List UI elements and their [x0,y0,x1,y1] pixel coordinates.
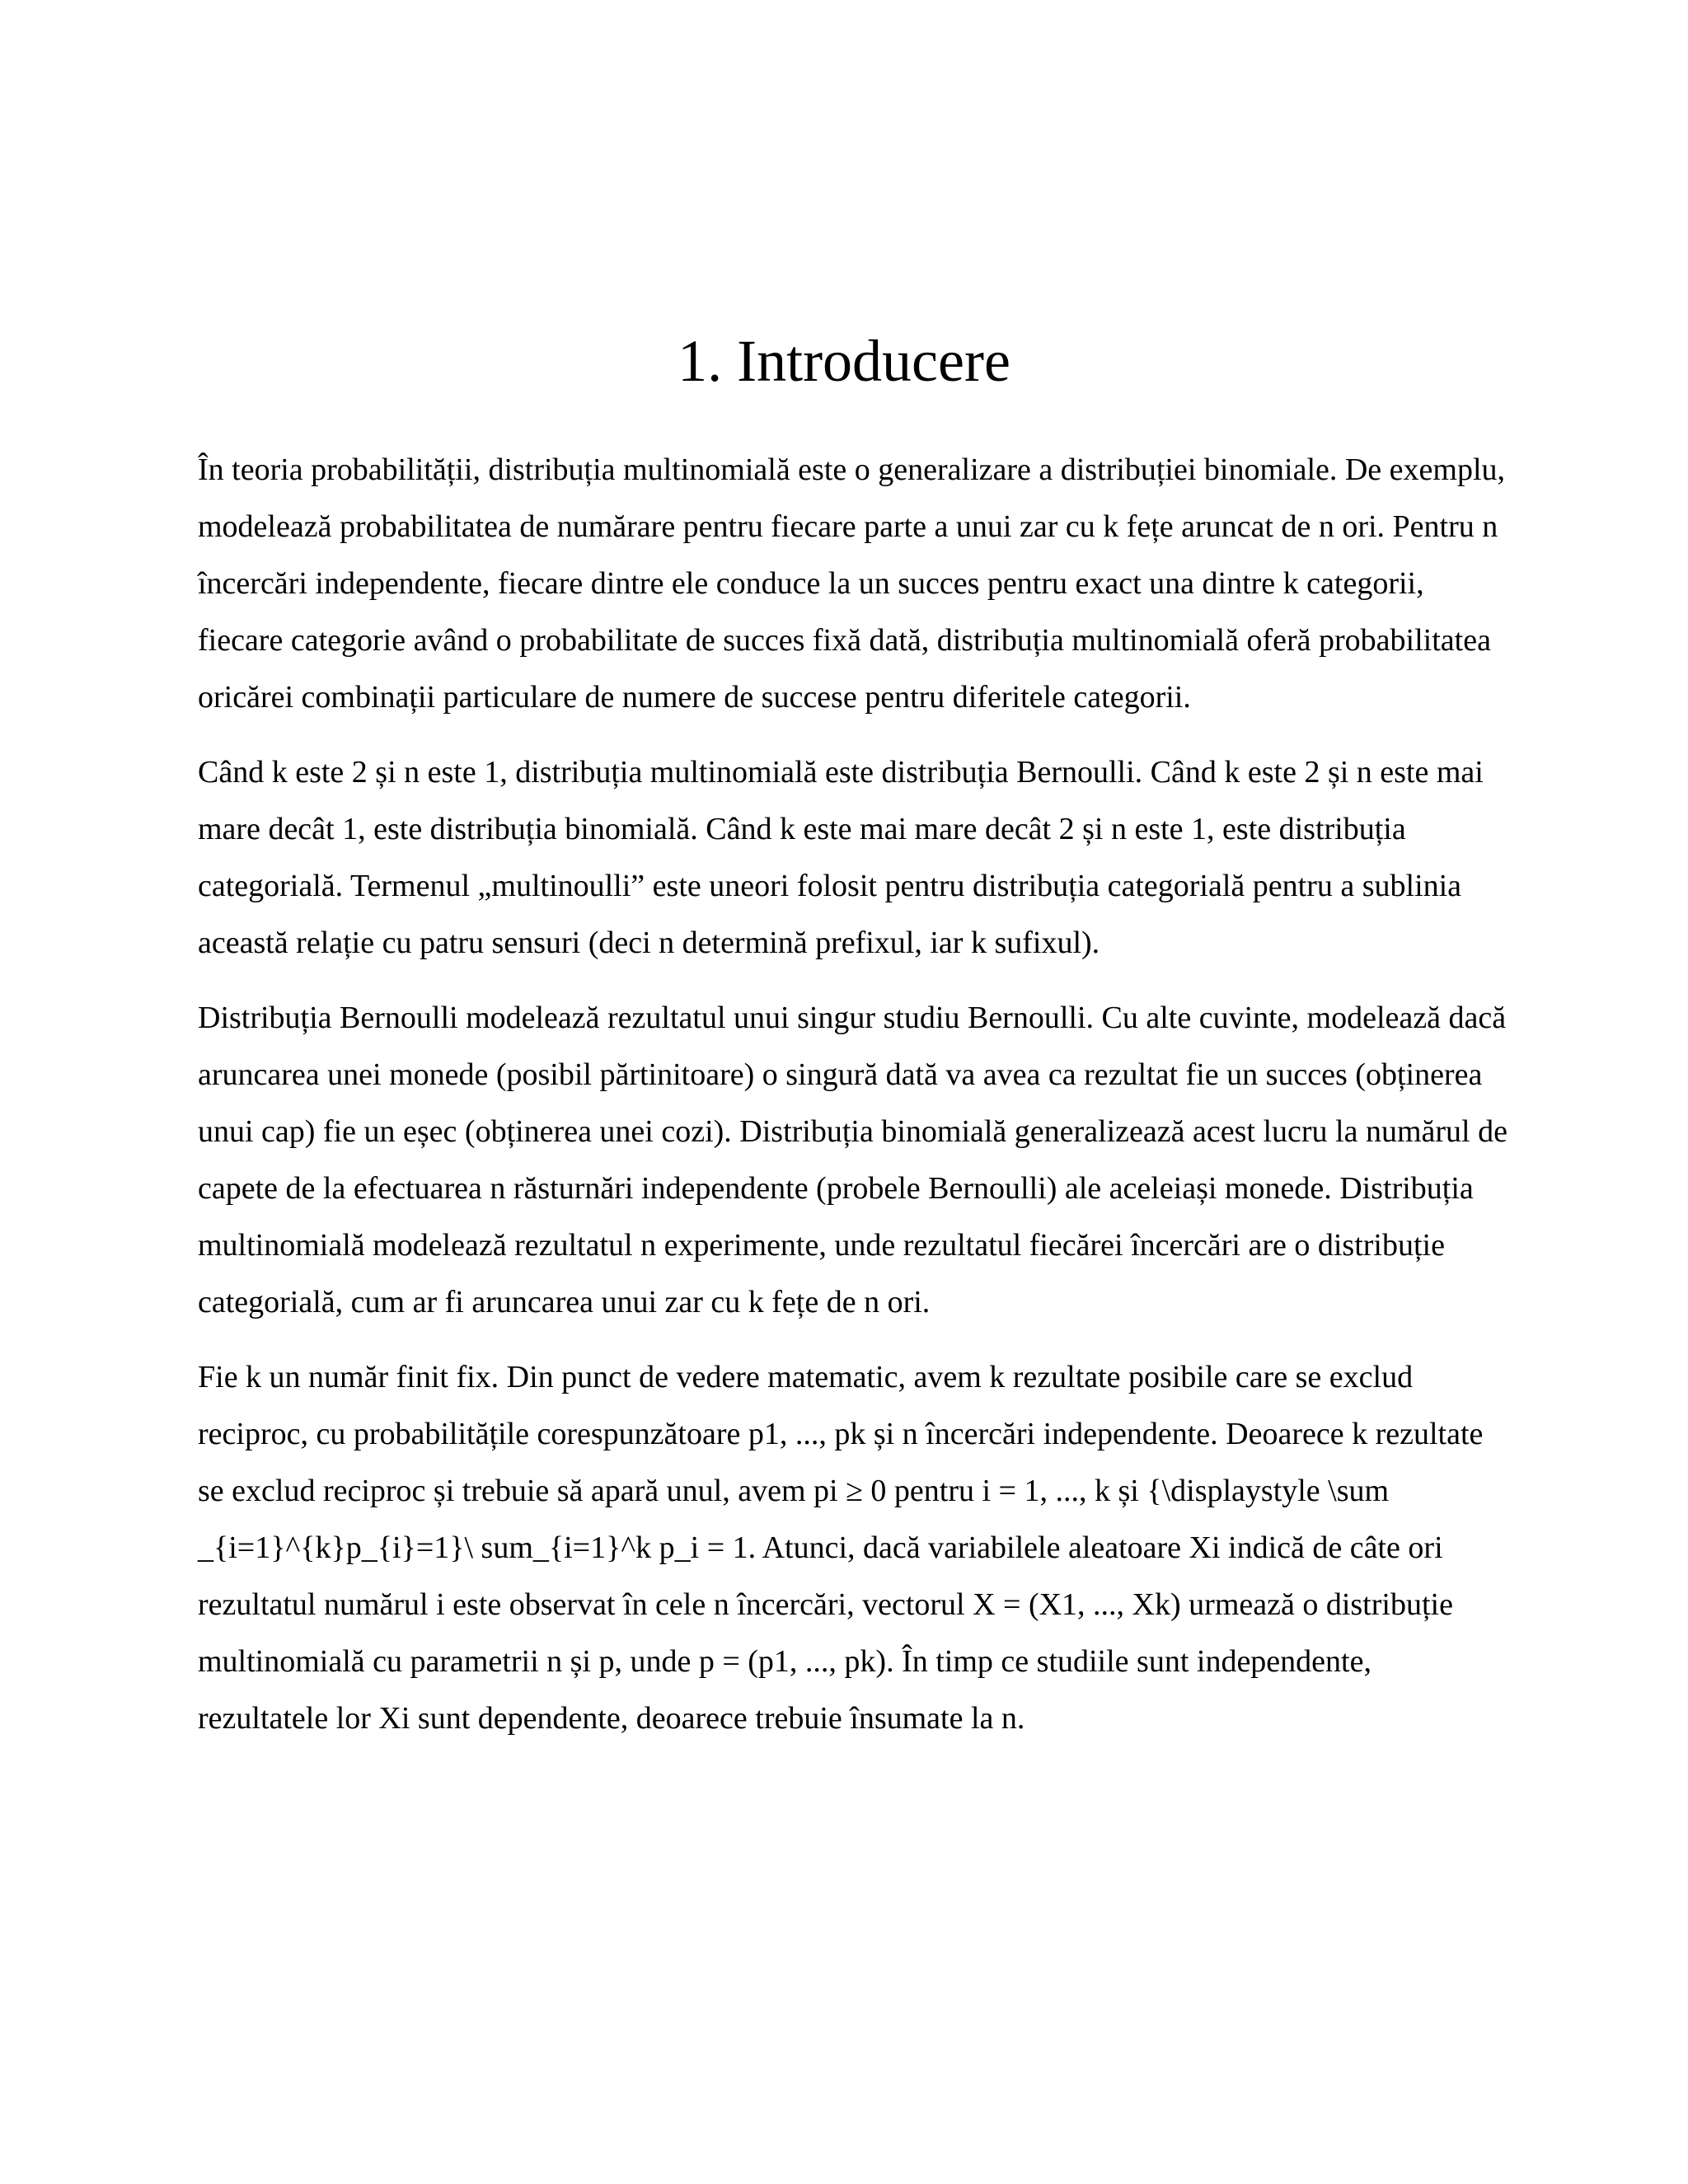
paragraph-4: Fie k un număr finit fix. Din punct de vedere matematic, avem k rezultate posibile care se exclud reciproc, cu probabilitățile corespunzătoare p1, ..., pk și n încercări independente. Deoarece k rezultate se exclud reciproc și trebuie să apară unul, avem pi ≥ 0 pentru i = 1, ..., k și {\displaystyle \sum _{i=1}^{k}p_{i}=1}\ sum_{i=1}^k p_i = 1. Atunci, dacă variabilele aleatoare Xi indică de câte ori rezultatul numărul i este observat în cele n încercări, vectorul X = (X1, ..., Xk) urmează o distribuție multinomială cu parametrii n și p, unde p = (p1, ..., pk). În timp ce studiile sunt independente, rezultatele lor Xi sunt dependente, deoarece trebuie însumate la n. [198,1360,1484,1736]
page-title: 1. Introducere [678,328,1010,394]
paragraph-1: În teoria probabilității, distribuția multinomială este o generalizare a distribuției binomiale. De exemplu, modelează probabilitatea de numărare pentru fiecare parte a unui zar cu k fețe aruncat de n ori. Pentru n încercări independente, fiecare dintre ele conduce la un succes pentru exact una dintre k categorii, fiecare categorie având o probabilitate de succes fixă dată, distribuția multinomială oferă probabilitatea oricărei combinații particulare de numere de succese pentru diferitele categorii. [198,452,1506,715]
paragraph-2: Când k este 2 și n este 1, distribuția multinomială este distribuția Bernoulli. Când k este 2 și n este mai mare decât 1, este distribuția binomială. Când k este mai mare decât 2 și n este 1, este distribuția categorială. Termenul „multinoulli” este uneori folosit pentru distribuția categorială pentru a sublinia această relație cu patru sensuri (deci n determină prefixul, iar k sufixul). [198,755,1484,960]
document-body [198,442,1508,1765]
paragraph-3: Distribuția Bernoulli modelează rezultatul unui singur studiu Bernoulli. Cu alte cuvinte, modelează dacă aruncarea unei monede (posibil părtinitoare) o singură dată va avea ca rezultat fie un succes (obținerea unui cap) fie un eșec (obținerea unei cozi). Distribuția binomială generalizează acest lucru la numărul de capete de la efectuarea n răsturnări independente (probele Bernoulli) ale aceleiași monede. Distribuția multinomială modelează rezultatul n experimente, unde rezultatul fiecărei încercări are o distribuție categorială, cum ar fi aruncarea unui zar cu k fețe de n ori. [198,1001,1507,1319]
